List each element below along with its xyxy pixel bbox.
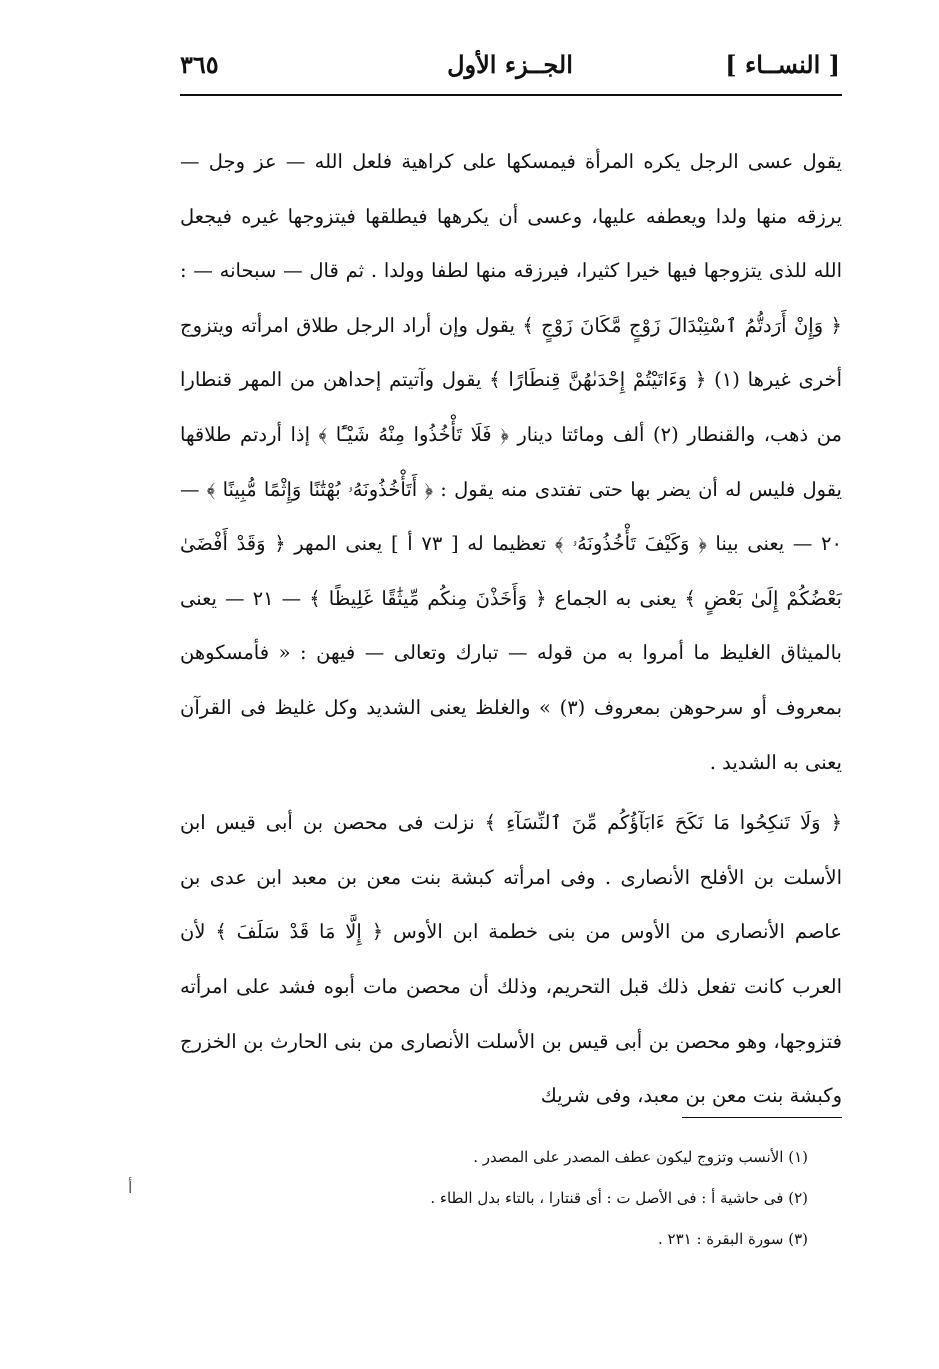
header-surah-name: [ النســاء ] — [725, 50, 840, 79]
paragraph-tafsir-2: ﴿ وَلَا تَنكِحُوا مَا نَكَحَ ءَابَآؤُكُم مِّنَ ٱلنِّسَآءِ ﴾ نزلت فى محصن بن أبى قيس ابن الأسلت بن الأفلح الأنصارى . وفى امرأته كبشة بنت معن بن معبد ابن عدى بن عاصم الأنصارى من الأوس من بنى خطمة ابن الأوس ﴿ إِلَّا مَا قَدْ سَلَفَ ﴾ لأن العرب كانت تفعل ذلك قبل التحريم، وذلك أن محصن مات أبوه فشد على امرأته فتزوجها، وهو محصن بن أبى قيس بن الأسلت الأنصارى من بنى الحارث بن الخزرج وكبشة بنت معن بن معبد، وفى شريك — [180, 811, 842, 1108]
footnote-1: (١) الأنسب وتزوج ليكون عطف المصدر على المصدر . — [473, 1148, 808, 1166]
header-part-title: الجــزء الأول — [447, 50, 573, 79]
header-rule — [180, 94, 842, 96]
page-header — [180, 50, 840, 90]
footnote-rule — [682, 1117, 842, 1118]
footnotes — [300, 1137, 808, 1260]
margin-handwritten-mark: أ — [128, 1178, 133, 1197]
page-number: ٣٦٥ — [180, 50, 219, 79]
footnote-3: (٣) سورة البقرة : ٢٣١ . — [657, 1230, 808, 1248]
main-text — [180, 135, 842, 1124]
paragraph-tafsir-1: يقول عسى الرجل يكره المرأة فيمسكها على كراهية فلعل الله — عز وجل — يرزقه منها ولدا ويعطفه عليها، وعسى أن يكرهها فيطلقها فيتزوجها غيره فيجعل الله للذى يتزوجها فيها خيرا كثيرا، فيرزقه منها لطفا وولدا . ثم قال — سبحانه — : ﴿ وَإِنْ أَرَدتُّمُ ٱسْتِبْدَالَ زَوْجٍ مَّكَانَ زَوْجٍ ﴾ يقول وإن أراد الرجل طلاق امرأته ويتزوج أخرى غيرها (١) ﴿ وَءَاتَيْتُمْ إِحْدَىٰهُنَّ قِنطَارًا ﴾ يقول وآتيتم إحداهن من المهر قنطارا من ذهب، والقنطار (٢) ألف ومائتا دينار ﴿ فَلَا تَأْخُذُوا مِنْهُ شَيْـًٔا ﴾ إذا أردتم طلاقها يقول فليس له أن يضر بها حتى تفتدى منه يقول : ﴿ أَتَأْخُذُونَهُۥ بُهْتَٰنًا وَإِثْمًا مُّبِينًا ﴾ — ٢٠ — يعنى بينا ﴿ وَكَيْفَ تَأْخُذُونَهُۥ ﴾ تعظيما له [ ٧٣ أ ] يعنى المهر ﴿ وَقَدْ أَفْضَىٰ بَعْضُكُمْ إِلَىٰ بَعْضٍ ﴾ يعنى به الجماع ﴿ وَأَخَذْنَ مِنكُم مِّيثَٰقًا غَلِيظًا ﴾ — ٢١ — يعنى بالميثاق الغليظ ما أمروا به من قوله — تبارك وتعالى — فيهن : « فأمسكوهن بمعروف أو سرحوهن بمعروف (٣) » والغلظ يعنى الشديد وكل غليظ فى القرآن يعنى به الشديد . — [180, 150, 842, 774]
footnote-2: (٢) فى حاشية أ : فى الأصل ت : أى قنتارا ، بالتاء بدل الطاء . — [430, 1189, 808, 1207]
